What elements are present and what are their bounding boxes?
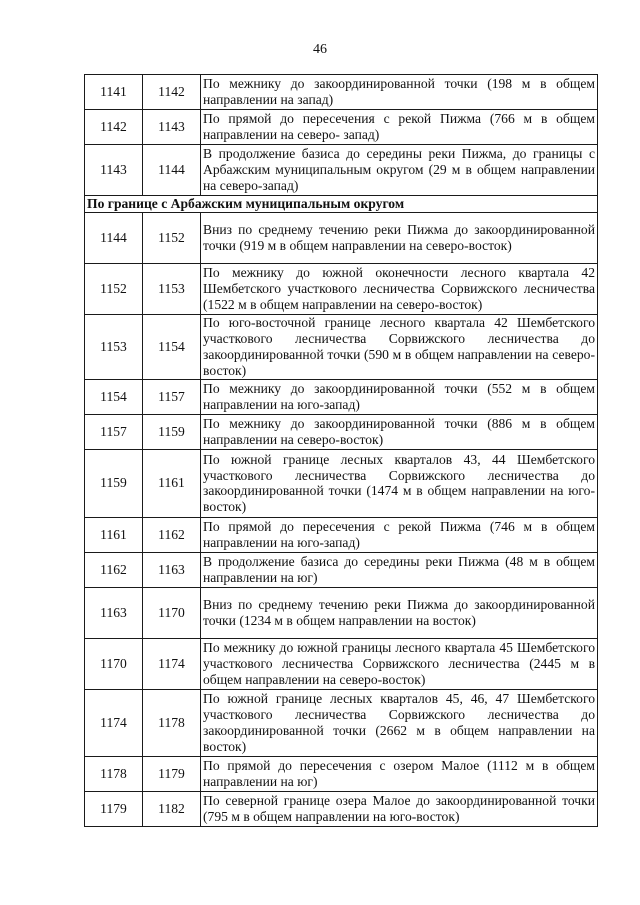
table-row (85, 756, 598, 791)
from-point: 1157 (85, 414, 143, 449)
to-point: 1154 (143, 314, 201, 379)
from-point: 1161 (85, 517, 143, 552)
table-row (85, 212, 598, 263)
to-point: 1178 (143, 689, 201, 756)
segment-description: По межнику до закоординированной точки (886 м в общем направлении на северо-восток) (201, 414, 598, 449)
page-number: 46 (313, 42, 327, 57)
table-row (85, 379, 598, 414)
section-heading-row (85, 196, 598, 213)
from-point: 1142 (85, 110, 143, 145)
table-row (85, 110, 598, 145)
segment-description: По межнику до южной оконечности лесного квартала 42 Шембетского участкового лесничества Сорвижского лесничества (1522 м в общем направлении на северо-восток) (201, 263, 598, 314)
to-point: 1170 (143, 587, 201, 638)
table-row (85, 638, 598, 689)
table-row (85, 552, 598, 587)
table-row (85, 414, 598, 449)
segment-description: По юго-восточной границе лесного квартала 42 Шембетского участкового лесничества Сорвижского лесничества до закоординированной точки (590 м в общем направлении на северо-восток) (201, 314, 598, 379)
segment-description: По прямой до пересечения с озером Малое (1112 м в общем направлении на юг) (201, 756, 598, 791)
to-point: 1159 (143, 414, 201, 449)
to-point: 1182 (143, 791, 201, 826)
table-row (85, 517, 598, 552)
segment-description: По прямой до пересечения с рекой Пижма (746 м в общем направлении на юго-запад) (201, 517, 598, 552)
boundary-table (84, 74, 598, 827)
segment-description: В продолжение базиса до середины реки Пижма, до границы с Арбажским муниципальным округом (29 м в общем направлении на северо-запад) (201, 145, 598, 196)
segment-description: По южной границе лесных кварталов 45, 46, 47 Шембетского участкового лесничества Сорвижского лесничества до закоординированной точки (2662 м в общем направлении на восток) (201, 689, 598, 756)
segment-description: Вниз по среднему течению реки Пижма до закоординированной точки (919 м в общем направлении на северо-восток) (201, 212, 598, 263)
from-point: 1174 (85, 689, 143, 756)
to-point: 1179 (143, 756, 201, 791)
to-point: 1144 (143, 145, 201, 196)
to-point: 1163 (143, 552, 201, 587)
from-point: 1154 (85, 379, 143, 414)
table-row (85, 263, 598, 314)
to-point: 1143 (143, 110, 201, 145)
from-point: 1143 (85, 145, 143, 196)
from-point: 1163 (85, 587, 143, 638)
from-point: 1170 (85, 638, 143, 689)
from-point: 1162 (85, 552, 143, 587)
to-point: 1153 (143, 263, 201, 314)
from-point: 1144 (85, 212, 143, 263)
to-point: 1142 (143, 75, 201, 110)
table-row (85, 314, 598, 379)
to-point: 1157 (143, 379, 201, 414)
segment-description: По межнику до закоординированной точки (198 м в общем направлении на запад) (201, 75, 598, 110)
table-row (85, 449, 598, 517)
to-point: 1161 (143, 449, 201, 517)
to-point: 1162 (143, 517, 201, 552)
from-point: 1141 (85, 75, 143, 110)
from-point: 1153 (85, 314, 143, 379)
from-point: 1179 (85, 791, 143, 826)
segment-description: По межнику до закоординированной точки (552 м в общем направлении на юго-запад) (201, 379, 598, 414)
to-point: 1152 (143, 212, 201, 263)
segment-description: По северной границе озера Малое до закоординированной точки (795 м в общем направлении на юго-восток) (201, 791, 598, 826)
table-row (85, 75, 598, 110)
table-row (85, 689, 598, 756)
table-row (85, 587, 598, 638)
to-point: 1174 (143, 638, 201, 689)
segment-description: По прямой до пересечения с рекой Пижма (766 м в общем направлении на северо- запад) (201, 110, 598, 145)
table-row (85, 145, 598, 196)
from-point: 1152 (85, 263, 143, 314)
segment-description: Вниз по среднему течению реки Пижма до закоординированной точки (1234 м в общем направлении на восток) (201, 587, 598, 638)
table-row (85, 791, 598, 826)
section-heading: По границе с Арбажским муниципальным округом (85, 196, 598, 213)
segment-description: В продолжение базиса до середины реки Пижма (48 м в общем направлении на юг) (201, 552, 598, 587)
from-point: 1159 (85, 449, 143, 517)
segment-description: По межнику до южной границы лесного квартала 45 Шембетского участкового лесничества Сорвижского лесничества (2445 м в общем направлении на северо-восток) (201, 638, 598, 689)
segment-description: По южной границе лесных кварталов 43, 44 Шембетского участкового лесничества Сорвижского лесничества до закоординированной точки (1474 м в общем направлении на юго-восток) (201, 449, 598, 517)
from-point: 1178 (85, 756, 143, 791)
